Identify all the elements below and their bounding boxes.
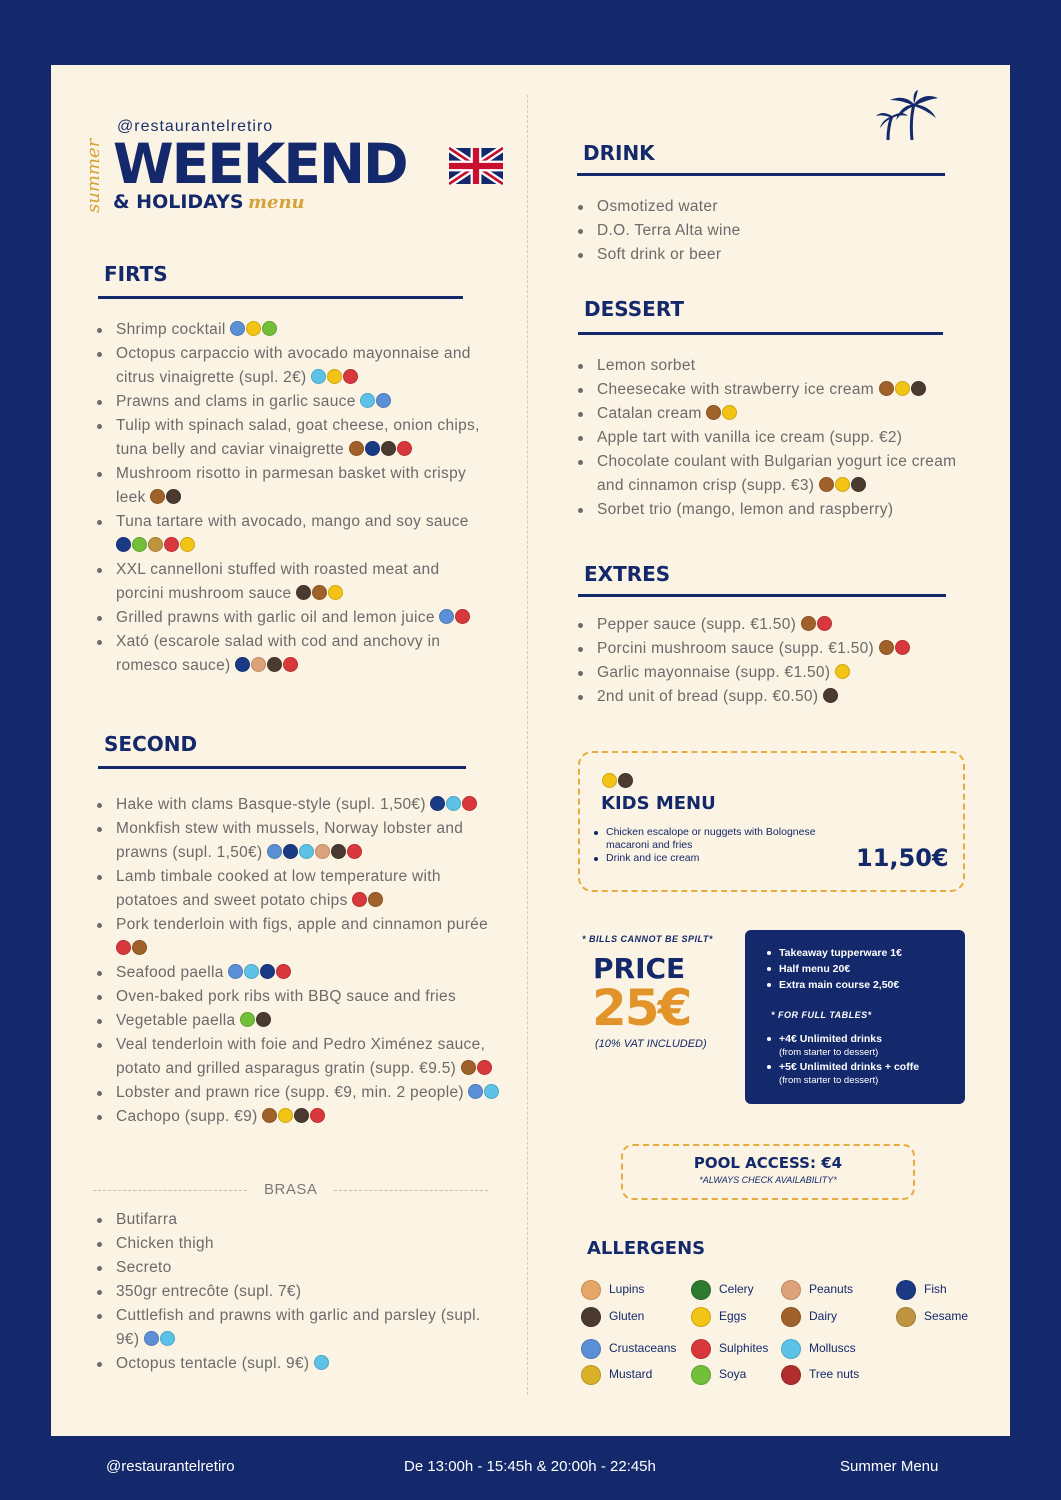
menu-item bbox=[96, 1208, 486, 1232]
menu-item bbox=[577, 450, 957, 498]
allergen-treenuts bbox=[781, 1365, 859, 1385]
treenuts-icon bbox=[781, 1365, 801, 1385]
mustard-icon bbox=[581, 1365, 601, 1385]
drink-list bbox=[577, 195, 967, 267]
peanuts-icon bbox=[251, 657, 266, 672]
menu-paper bbox=[51, 65, 1010, 1436]
allergen-gluten bbox=[581, 1307, 644, 1327]
crustaceans-icon bbox=[230, 321, 245, 336]
firsts-list bbox=[96, 318, 486, 678]
menu-item bbox=[96, 985, 506, 1009]
crustaceans-icon bbox=[439, 609, 454, 624]
kids-menu-box bbox=[578, 751, 965, 892]
allergen-soya bbox=[691, 1365, 746, 1385]
sulphites-icon bbox=[164, 537, 179, 552]
menu-item-text: Xató (escarole salad with cod and anchovy in romesco sauce) bbox=[116, 633, 441, 674]
pool-box bbox=[621, 1144, 915, 1200]
sulphites-icon bbox=[462, 796, 477, 811]
menu-item bbox=[577, 426, 957, 450]
sulphites-icon bbox=[343, 369, 358, 384]
menu-item-text: Oven-baked pork ribs with BBQ sauce and fries bbox=[116, 988, 457, 1005]
eggs-icon bbox=[278, 1108, 293, 1123]
menu-item-text: Lamb timbale cooked at low temperature with potatoes and sweet potato chips bbox=[116, 868, 441, 909]
kids-item: Drink and ice cream bbox=[592, 852, 842, 865]
dairy-icon bbox=[461, 1060, 476, 1075]
second-list bbox=[96, 793, 506, 1129]
crustaceans-icon bbox=[228, 964, 243, 979]
extras-item: Extra main course 2,50€ bbox=[763, 977, 958, 993]
sulphites-icon bbox=[477, 1060, 492, 1075]
column-divider bbox=[527, 95, 528, 1395]
eggs-icon bbox=[327, 369, 342, 384]
menu-item bbox=[96, 606, 486, 630]
header-subtitle bbox=[113, 191, 305, 213]
vat-note: (10% VAT INCLUDED) bbox=[595, 1038, 707, 1050]
menu-item-text: Veal tenderloin with foie and Pedro Ximénez sauce, potato and grilled asparagus gratin (supp. €9.5) bbox=[116, 1036, 486, 1077]
peanuts-icon bbox=[781, 1280, 801, 1300]
menu-item bbox=[96, 1304, 486, 1352]
menu-item-text: Hake with clams Basque-style (supl. 1,50€) bbox=[116, 796, 426, 813]
molluscs-icon bbox=[311, 369, 326, 384]
gluten-icon bbox=[294, 1108, 309, 1123]
menu-item bbox=[577, 354, 957, 378]
full-tables-list bbox=[763, 1031, 958, 1087]
menu-item-text: Osmotized water bbox=[597, 198, 718, 215]
sulphites-icon bbox=[116, 940, 131, 955]
eggs-icon bbox=[835, 664, 850, 679]
menu-item-text: Lemon sorbet bbox=[597, 357, 696, 374]
extres-title: EXTRES bbox=[584, 562, 671, 586]
sulphites-icon bbox=[347, 844, 362, 859]
soya-icon bbox=[691, 1365, 711, 1385]
page-title: WEEKEND bbox=[113, 132, 407, 196]
menu-item-text: Porcini mushroom sauce (supp. €1.50) bbox=[597, 640, 875, 657]
molluscs-icon bbox=[244, 964, 259, 979]
menu-item-text: Chocolate coulant with Bulgarian yogurt ice cream and cinnamon crisp (supp. €3) bbox=[597, 453, 957, 494]
bills-note: * BILLS CANNOT BE SPILT* bbox=[582, 934, 713, 944]
menu-script: menu bbox=[247, 192, 305, 213]
menu-item-text: Chicken thigh bbox=[116, 1235, 214, 1252]
palm-tree-icon bbox=[874, 90, 944, 145]
sulphites-icon bbox=[895, 640, 910, 655]
menu-item bbox=[96, 913, 506, 961]
gluten-icon bbox=[581, 1307, 601, 1327]
allergen-molluscs bbox=[781, 1339, 856, 1359]
menu-item bbox=[96, 414, 486, 462]
allergen-label: Dairy bbox=[809, 1309, 838, 1324]
allergen-label: Fish bbox=[924, 1282, 947, 1297]
dessert-title: DESSERT bbox=[584, 297, 684, 321]
dairy-icon bbox=[819, 477, 834, 492]
firsts-title: FIRTS bbox=[104, 262, 168, 286]
menu-item bbox=[96, 462, 486, 510]
kids-menu-title: KIDS MENU bbox=[601, 793, 716, 814]
menu-item bbox=[96, 1009, 506, 1033]
header-handle: @restaurantelretiro bbox=[117, 118, 274, 135]
allergen-lupins bbox=[581, 1280, 644, 1300]
eggs-icon bbox=[180, 537, 195, 552]
menu-item bbox=[96, 1033, 506, 1081]
menu-item bbox=[96, 865, 506, 913]
crustaceans-icon bbox=[267, 844, 282, 859]
allergen-eggs bbox=[691, 1307, 746, 1327]
allergen-fish bbox=[896, 1280, 947, 1300]
menu-item-text: Catalan cream bbox=[597, 405, 702, 422]
menu-item-text: Octopus tentacle (supl. 9€) bbox=[116, 1355, 310, 1372]
menu-item bbox=[96, 793, 506, 817]
sesame-icon bbox=[896, 1307, 916, 1327]
menu-item-text: Octopus carpaccio with avocado mayonnaise and citrus vinaigrette (supl. 2€) bbox=[116, 345, 471, 386]
gluten-icon bbox=[166, 489, 181, 504]
allergen-label: Crustaceans bbox=[609, 1341, 677, 1356]
menu-item bbox=[577, 613, 967, 637]
menu-item-text: Lobster and prawn rice (supp. €9, min. 2 people) bbox=[116, 1084, 464, 1101]
menu-item bbox=[96, 390, 486, 414]
dairy-icon bbox=[262, 1108, 277, 1123]
menu-item-text: Tulip with spinach salad, goat cheese, onion chips, tuna belly and caviar vinaigrette bbox=[116, 417, 480, 458]
allergen-label: Eggs bbox=[719, 1309, 747, 1324]
dairy-icon bbox=[781, 1307, 801, 1327]
brasa-line-left bbox=[93, 1190, 247, 1191]
menu-item-text: 350gr entrecôte (supl. 7€) bbox=[116, 1283, 302, 1300]
extras-item: Half menu 20€ bbox=[763, 961, 958, 977]
summer-script: summer bbox=[83, 138, 104, 213]
gluten-icon bbox=[267, 657, 282, 672]
kids-allergens bbox=[602, 773, 634, 791]
eggs-icon bbox=[328, 585, 343, 600]
menu-item bbox=[577, 378, 957, 402]
extras-box bbox=[745, 930, 965, 1104]
menu-item bbox=[96, 558, 486, 606]
allergen-label: Celery bbox=[719, 1282, 754, 1297]
holidays-label: & HOLIDAYS bbox=[113, 191, 244, 213]
menu-item-text: Prawns and clams in garlic sauce bbox=[116, 393, 356, 410]
soya-icon bbox=[240, 1012, 255, 1027]
menu-item bbox=[577, 661, 967, 685]
pool-note: *ALWAYS CHECK AVAILABILITY* bbox=[699, 1175, 837, 1185]
eggs-icon bbox=[691, 1307, 711, 1327]
footer-label: Summer Menu bbox=[840, 1458, 939, 1475]
gluten-icon bbox=[256, 1012, 271, 1027]
allergen-label: Soya bbox=[719, 1367, 747, 1382]
sulphites-icon bbox=[352, 892, 367, 907]
molluscs-icon bbox=[314, 1355, 329, 1370]
second-title: SECOND bbox=[104, 732, 198, 756]
menu-item-text: Apple tart with vanilla ice cream (supp. €2) bbox=[597, 429, 903, 446]
dairy-icon bbox=[150, 489, 165, 504]
gluten-icon bbox=[823, 688, 838, 703]
allergen-crustaceans bbox=[581, 1339, 676, 1359]
brasa-line-right bbox=[334, 1190, 488, 1191]
menu-item bbox=[96, 1232, 486, 1256]
price-label: PRICE bbox=[593, 952, 686, 985]
molluscs-icon bbox=[484, 1084, 499, 1099]
menu-item-text: Pork tenderloin with figs, apple and cinnamon purée bbox=[116, 916, 489, 933]
allergen-label: Molluscs bbox=[809, 1341, 856, 1356]
full-tables-item: +4€ Unlimited drinks (from starter to dessert) bbox=[763, 1031, 958, 1059]
extres-underline bbox=[578, 594, 946, 597]
menu-item bbox=[96, 1081, 506, 1105]
menu-item bbox=[577, 685, 967, 709]
sulphites-icon bbox=[310, 1108, 325, 1123]
allergen-label: Lupins bbox=[609, 1282, 645, 1297]
allergen-sulphites bbox=[691, 1339, 768, 1359]
full-tables-label: * FOR FULL TABLES* bbox=[771, 1010, 872, 1020]
allergen-label: Sesame bbox=[924, 1309, 969, 1324]
menu-item-text: Mushroom risotto in parmesan basket with crispy leek bbox=[116, 465, 467, 506]
footer-hours: De 13:00h - 15:45h & 20:00h - 22:45h bbox=[404, 1458, 656, 1475]
firsts-underline bbox=[98, 296, 463, 299]
allergens-title: ALLERGENS bbox=[587, 1238, 706, 1259]
drink-title: DRINK bbox=[583, 141, 655, 165]
sulphites-icon bbox=[455, 609, 470, 624]
sulphites-icon bbox=[283, 657, 298, 672]
eggs-icon bbox=[835, 477, 850, 492]
allergen-label: Mustard bbox=[609, 1367, 653, 1382]
gluten-icon bbox=[618, 773, 633, 788]
eggs-icon bbox=[895, 381, 910, 396]
fish-icon bbox=[260, 964, 275, 979]
second-underline bbox=[98, 766, 466, 769]
soya-icon bbox=[132, 537, 147, 552]
dessert-underline bbox=[578, 332, 943, 335]
dairy-icon bbox=[879, 381, 894, 396]
dairy-icon bbox=[132, 940, 147, 955]
kids-item: Chicken escalope or nuggets with Bolognese macaroni and fries bbox=[592, 826, 842, 852]
brasa-list bbox=[96, 1208, 486, 1376]
extras-item: Takeaway tupperware 1€ bbox=[763, 945, 958, 961]
menu-item-text: Garlic mayonnaise (supp. €1.50) bbox=[597, 664, 831, 681]
allergen-label: Gluten bbox=[609, 1309, 645, 1324]
fish-icon bbox=[430, 796, 445, 811]
gluten-icon bbox=[851, 477, 866, 492]
menu-item bbox=[96, 510, 486, 558]
sulphites-icon bbox=[691, 1339, 711, 1359]
allergen-label: Sulphites bbox=[719, 1341, 769, 1356]
menu-item-text: Monkfish stew with mussels, Norway lobster and prawns (supl. 1,50€) bbox=[116, 820, 464, 861]
crustaceans-icon bbox=[581, 1339, 601, 1359]
menu-item-text: Tuna tartare with avocado, mango and soy sauce bbox=[116, 513, 469, 530]
menu-item-text: Secreto bbox=[116, 1259, 172, 1276]
uk-flag-icon bbox=[449, 147, 503, 185]
fish-icon bbox=[283, 844, 298, 859]
menu-item bbox=[96, 318, 486, 342]
gluten-icon bbox=[911, 381, 926, 396]
price-amount: 25€ bbox=[592, 979, 691, 1037]
pool-title: POOL ACCESS: €4 bbox=[693, 1154, 843, 1172]
menu-item bbox=[96, 1280, 486, 1304]
crustaceans-icon bbox=[468, 1084, 483, 1099]
menu-item bbox=[96, 817, 506, 865]
sulphites-icon bbox=[276, 964, 291, 979]
full-tables-item: +5€ Unlimited drinks + coffe (from starter to dessert) bbox=[763, 1059, 958, 1087]
menu-item-text: Pepper sauce (supp. €1.50) bbox=[597, 616, 797, 633]
crustaceans-icon bbox=[144, 1331, 159, 1346]
molluscs-icon bbox=[360, 393, 375, 408]
menu-item-text: D.O. Terra Alta wine bbox=[597, 222, 741, 239]
menu-item bbox=[577, 195, 967, 219]
menu-item-text: Vegetable paella bbox=[116, 1012, 236, 1029]
kids-price: 11,50€ bbox=[856, 844, 949, 872]
allergen-peanuts bbox=[781, 1280, 853, 1300]
molluscs-icon bbox=[299, 844, 314, 859]
eggs-icon bbox=[246, 321, 261, 336]
dairy-icon bbox=[368, 892, 383, 907]
menu-item-text: Cuttlefish and prawns with garlic and parsley (supl. 9€) bbox=[116, 1307, 481, 1348]
allergen-mustard bbox=[581, 1365, 652, 1385]
allergen-dairy bbox=[781, 1307, 837, 1327]
dessert-list bbox=[577, 354, 957, 522]
fish-icon bbox=[365, 441, 380, 456]
extras-list bbox=[763, 945, 958, 993]
sesame-icon bbox=[148, 537, 163, 552]
menu-item bbox=[96, 1105, 506, 1129]
allergen-celery bbox=[691, 1280, 754, 1300]
kids-menu-list bbox=[592, 826, 842, 865]
menu-item bbox=[577, 243, 967, 267]
menu-item-text: Butifarra bbox=[116, 1211, 178, 1228]
menu-item-text: Cheesecake with strawberry ice cream bbox=[597, 381, 874, 398]
fish-icon bbox=[235, 657, 250, 672]
menu-item bbox=[577, 498, 957, 522]
crustaceans-icon bbox=[376, 393, 391, 408]
allergen-label: Tree nuts bbox=[809, 1367, 860, 1382]
allergen-label: Peanuts bbox=[809, 1282, 854, 1297]
eggs-icon bbox=[602, 773, 617, 788]
molluscs-icon bbox=[160, 1331, 175, 1346]
dairy-icon bbox=[312, 585, 327, 600]
menu-item bbox=[96, 342, 486, 390]
dairy-icon bbox=[706, 405, 721, 420]
molluscs-icon bbox=[781, 1339, 801, 1359]
menu-item bbox=[577, 219, 967, 243]
peanuts-icon bbox=[315, 844, 330, 859]
gluten-icon bbox=[296, 585, 311, 600]
gluten-icon bbox=[331, 844, 346, 859]
fish-icon bbox=[116, 537, 131, 552]
lupins-icon bbox=[581, 1280, 601, 1300]
sulphites-icon bbox=[397, 441, 412, 456]
brasa-label: BRASA bbox=[264, 1181, 318, 1198]
extres-list bbox=[577, 613, 967, 709]
menu-item bbox=[96, 1256, 486, 1280]
dairy-icon bbox=[801, 616, 816, 631]
gluten-icon bbox=[381, 441, 396, 456]
menu-item bbox=[96, 1352, 486, 1376]
drink-underline bbox=[577, 173, 945, 176]
sulphites-icon bbox=[817, 616, 832, 631]
menu-item bbox=[96, 630, 486, 678]
menu-item-text: Shrimp cocktail bbox=[116, 321, 226, 338]
dairy-icon bbox=[349, 441, 364, 456]
menu-item-text: Sorbet trio (mango, lemon and raspberry) bbox=[597, 501, 894, 518]
menu-item bbox=[96, 961, 506, 985]
fish-icon bbox=[896, 1280, 916, 1300]
menu-item-text: XXL cannelloni stuffed with roasted meat and porcini mushroom sauce bbox=[116, 561, 440, 602]
menu-item-text: Seafood paella bbox=[116, 964, 224, 981]
menu-item-text: 2nd unit of bread (supp. €0.50) bbox=[597, 688, 819, 705]
molluscs-icon bbox=[446, 796, 461, 811]
menu-item-text: Cachopo (supp. €9) bbox=[116, 1108, 258, 1125]
eggs-icon bbox=[722, 405, 737, 420]
dairy-icon bbox=[879, 640, 894, 655]
allergen-sesame bbox=[896, 1307, 968, 1327]
menu-item-text: Soft drink or beer bbox=[597, 246, 722, 263]
footer-handle: @restaurantelretiro bbox=[106, 1458, 235, 1475]
soya-icon bbox=[262, 321, 277, 336]
menu-item bbox=[577, 402, 957, 426]
menu-item bbox=[577, 637, 967, 661]
celery-icon bbox=[691, 1280, 711, 1300]
menu-item-text: Grilled prawns with garlic oil and lemon juice bbox=[116, 609, 435, 626]
